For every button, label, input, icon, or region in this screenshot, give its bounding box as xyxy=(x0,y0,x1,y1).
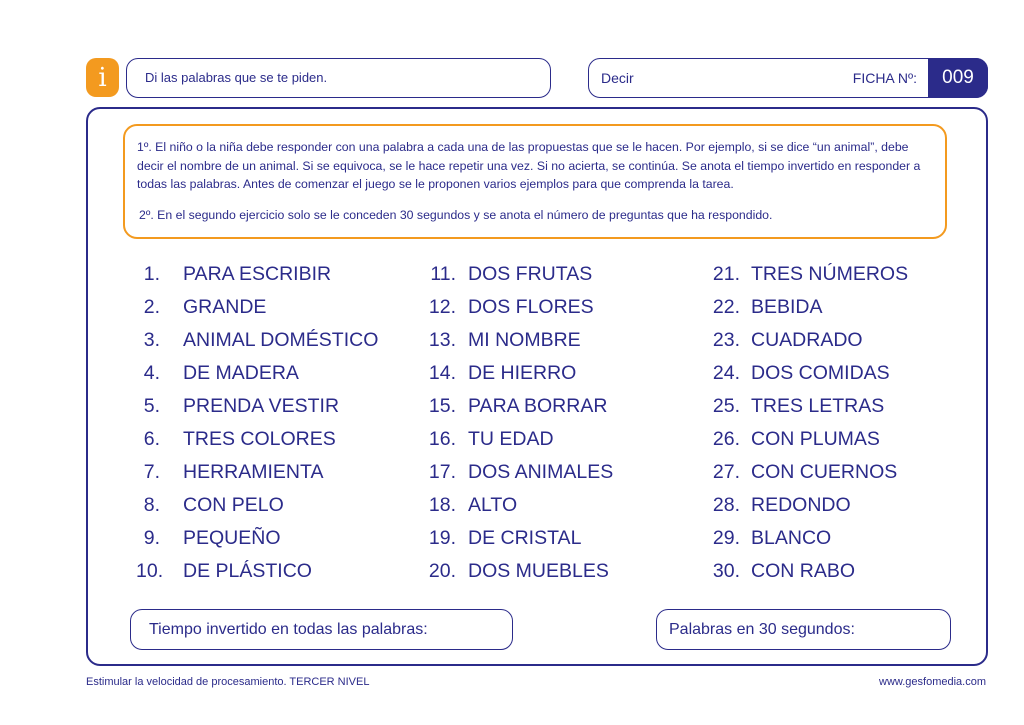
item-word: CON RABO xyxy=(751,560,856,582)
item-number: 21. xyxy=(712,263,740,285)
item-word: PARA BORRAR xyxy=(468,395,608,417)
description-paragraph-2: 2º. En el segundo ejercicio solo se le conceden 30 segundos y se anota el número de preguntas que ha respondido. xyxy=(139,207,773,222)
palabras-field[interactable] xyxy=(656,609,951,650)
list-item xyxy=(136,558,312,591)
item-word: DOS ANIMALES xyxy=(468,461,614,483)
list-item xyxy=(136,459,324,492)
footer-website-link[interactable]: www.gesfomedia.com xyxy=(879,676,986,688)
item-word: REDONDO xyxy=(751,494,851,516)
item-number: 19. xyxy=(428,527,456,549)
list-item xyxy=(136,393,340,426)
list-item xyxy=(420,360,577,393)
list-item xyxy=(420,261,593,294)
item-number: 11. xyxy=(430,263,456,285)
list-item xyxy=(704,327,863,360)
item-number: 1. xyxy=(143,263,160,285)
instruction-box xyxy=(126,58,551,98)
item-number: 18. xyxy=(428,494,456,516)
item-word: TRES COLORES xyxy=(183,428,336,450)
item-word: BLANCO xyxy=(751,527,832,549)
item-word: PEQUEÑO xyxy=(183,527,281,549)
item-word: DOS COMIDAS xyxy=(751,362,890,384)
list-item xyxy=(136,492,284,525)
list-item xyxy=(136,294,267,327)
list-item xyxy=(704,393,885,426)
tiempo-field[interactable] xyxy=(130,609,513,650)
item-word: DE MADERA xyxy=(183,362,299,384)
item-word: GRANDE xyxy=(183,296,267,318)
item-number: 8. xyxy=(143,494,160,516)
item-word: CON PLUMAS xyxy=(751,428,880,450)
item-number: 4. xyxy=(143,362,160,384)
list-item xyxy=(420,525,582,558)
item-word: ANIMAL DOMÉSTICO xyxy=(183,329,379,351)
description-box xyxy=(123,124,947,239)
info-icon: i xyxy=(86,58,119,97)
item-word: MI NOMBRE xyxy=(468,329,581,351)
list-item xyxy=(704,294,823,327)
item-number: 10. xyxy=(136,560,164,582)
item-number: 22. xyxy=(712,296,740,318)
footer-title: Estimular la velocidad de procesamiento. TERCER NIVEL xyxy=(86,676,370,688)
list-item xyxy=(136,261,332,294)
description-paragraph-1: 1º. El niño o la niña debe responder con una palabra a cada una de las propuestas que se le hacen. Por ejemplo, si se dice “un animal”, debe decir el nombre de un animal. Si se equivoca, se le hace repetir una vez. Si no acierta, se continúa. Se anota el tiempo invertido en responder a todas las palabras. Antes de comenzar el juego se le proponen varios ejemplos para que comprenda la tarea. xyxy=(137,140,921,191)
item-word: ALTO xyxy=(468,494,518,516)
list-item xyxy=(704,525,832,558)
item-word: DE PLÁSTICO xyxy=(183,560,312,582)
activity-title: Decir xyxy=(601,70,634,86)
item-number: 13. xyxy=(428,329,456,351)
item-number: 30. xyxy=(712,560,740,582)
list-item xyxy=(420,294,594,327)
item-word: PARA ESCRIBIR xyxy=(183,263,332,285)
item-word: HERRAMIENTA xyxy=(183,461,324,483)
item-number: 23. xyxy=(712,329,740,351)
list-item xyxy=(704,360,890,393)
list-item xyxy=(136,525,281,558)
list-item xyxy=(704,426,880,459)
item-word: CUADRADO xyxy=(751,329,863,351)
item-word: CON PELO xyxy=(183,494,284,516)
item-number: 6. xyxy=(143,428,160,450)
item-number: 26. xyxy=(712,428,740,450)
list-item xyxy=(136,426,336,459)
list-item xyxy=(420,393,608,426)
list-item xyxy=(704,459,898,492)
item-number: 3. xyxy=(143,329,160,351)
item-word: PRENDA VESTIR xyxy=(183,395,340,417)
item-word: TU EDAD xyxy=(468,428,554,450)
item-word: DE HIERRO xyxy=(468,362,577,384)
item-number: 25. xyxy=(712,395,740,417)
word-column-1 xyxy=(136,261,379,591)
word-column-2 xyxy=(420,261,614,591)
list-item xyxy=(420,426,554,459)
list-item xyxy=(420,459,614,492)
item-number: 15. xyxy=(428,395,456,417)
list-item xyxy=(704,492,851,525)
list-item xyxy=(136,360,299,393)
item-number: 12. xyxy=(428,296,456,318)
item-number: 2. xyxy=(143,296,160,318)
item-word: CON CUERNOS xyxy=(751,461,898,483)
item-number: 28. xyxy=(712,494,740,516)
list-item xyxy=(136,327,379,360)
item-number: 29. xyxy=(712,527,740,549)
item-number: 7. xyxy=(143,461,160,483)
instruction-text: Di las palabras que se te piden. xyxy=(145,70,328,85)
list-item xyxy=(420,327,581,360)
item-number: 16. xyxy=(428,428,456,450)
palabras-label: Palabras en 30 segundos: xyxy=(669,621,855,638)
item-number: 9. xyxy=(143,527,160,549)
ficha-number: 009 xyxy=(928,58,988,98)
item-number: 14. xyxy=(428,362,456,384)
item-word: DOS FLORES xyxy=(468,296,594,318)
item-word: DOS FRUTAS xyxy=(468,263,593,285)
list-item xyxy=(420,492,518,525)
item-number: 24. xyxy=(712,362,740,384)
item-number: 20. xyxy=(428,560,456,582)
tiempo-label: Tiempo invertido en todas las palabras: xyxy=(149,621,428,638)
item-number: 5. xyxy=(143,395,160,417)
item-word: BEBIDA xyxy=(751,296,823,318)
item-number: 27. xyxy=(712,461,740,483)
word-column-3 xyxy=(704,261,909,591)
list-item xyxy=(704,261,909,294)
item-word: TRES NÚMEROS xyxy=(751,263,909,285)
item-word: DE CRISTAL xyxy=(468,527,582,549)
list-item xyxy=(420,558,609,591)
ficha-label: FICHA Nº: xyxy=(852,70,917,86)
item-word: TRES LETRAS xyxy=(751,395,885,417)
list-item xyxy=(704,558,856,591)
item-number: 17. xyxy=(428,461,456,483)
item-word: DOS MUEBLES xyxy=(468,560,609,582)
